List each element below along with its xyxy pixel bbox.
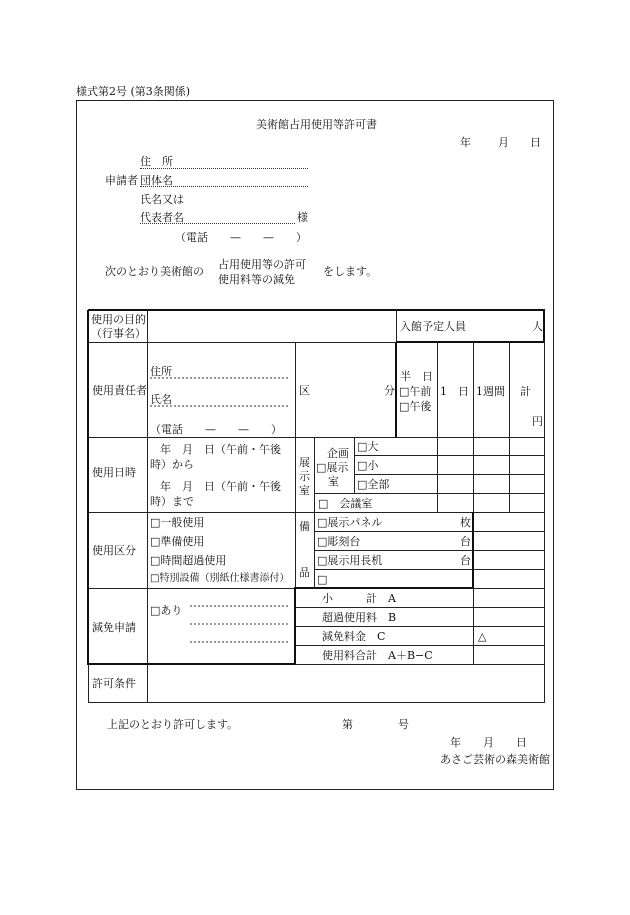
ku-label: 区	[299, 384, 310, 397]
bun-label: 分	[384, 384, 395, 397]
oneday-label: 1 日	[440, 385, 469, 398]
issue-date: 年 月 日	[450, 736, 527, 749]
issuer-name: あさご芸術の森美術館	[440, 753, 550, 766]
applicant-phone: （電話 — — ）	[175, 231, 307, 244]
pedestal-checkbox[interactable]: □彫刻台	[317, 535, 361, 548]
special-equipment-checkbox[interactable]: □特別設備（別紙仕様書添付）	[150, 573, 290, 584]
grand-total-label: 使用料合計 A＋B−C	[322, 649, 433, 662]
overtime-use-checkbox[interactable]: □時間超過使用	[150, 554, 227, 567]
org-label: 団体名	[140, 174, 173, 187]
purpose-label: 使用の目的 （行事名）	[91, 313, 146, 340]
number-go: 号	[398, 718, 409, 731]
total-label: 計	[520, 385, 531, 398]
exemption-label: 減免申請	[92, 621, 136, 634]
date-month: 月	[498, 136, 509, 149]
triangle-mark: △	[478, 630, 487, 643]
general-use-checkbox[interactable]: □一般使用	[150, 516, 205, 529]
panel-unit: 枚	[460, 516, 471, 529]
applicant-address-label: 住 所	[140, 155, 173, 168]
halfday-label: 半 日	[400, 370, 433, 383]
reduction-label: 減免料金 C	[322, 630, 386, 643]
pm-checkbox[interactable]: □午後	[399, 400, 432, 413]
large-room-checkbox[interactable]: □大	[357, 440, 379, 453]
rep-label: 代表者名	[140, 211, 184, 224]
prep-use-checkbox[interactable]: □準備使用	[150, 535, 205, 548]
person-unit: 人	[532, 320, 543, 333]
date-year: 年	[460, 136, 471, 149]
subtotal-label: 小 計 A	[322, 592, 396, 605]
tenji-checkbox[interactable]: □展示	[316, 461, 349, 474]
from-line2: 時）から	[150, 458, 194, 471]
intro-line2: 使用料等の減免	[218, 273, 295, 286]
resp-address: 住所	[150, 365, 172, 378]
datetime-label: 使用日時	[92, 466, 136, 479]
category-label: 使用区分	[92, 544, 136, 557]
form-number: 様式第2号 (第3条関係)	[76, 85, 191, 98]
all-rooms-checkbox[interactable]: □全部	[357, 478, 390, 491]
number-dai: 第	[342, 718, 353, 731]
conditions-label: 許可条件	[92, 677, 136, 690]
small-room-checkbox[interactable]: □小	[357, 459, 379, 472]
yen-label: 円	[532, 415, 543, 428]
responsible-label: 使用責任者	[92, 384, 147, 397]
intro-line1: 占用使用等の許可	[218, 258, 306, 271]
to-line2: 時）まで	[150, 495, 194, 508]
meeting-room-checkbox[interactable]: □ 会議室	[318, 497, 373, 510]
overtime-fee-label: 超過使用料 B	[322, 611, 397, 624]
name-or-label: 氏名又は	[140, 193, 184, 206]
document-title: 美術館占用使用等許可書	[256, 118, 377, 131]
am-checkbox[interactable]: □午前	[399, 385, 432, 398]
expected-visitors-label: 入館予定人員	[400, 320, 466, 333]
long-table-checkbox[interactable]: □展示用長机	[317, 554, 383, 567]
approve-text: 上記のとおり許可します。	[107, 718, 239, 731]
bihin-label-2: 品	[299, 566, 310, 579]
kikaku-label: 企画	[327, 447, 349, 460]
long-table-unit: 台	[460, 554, 471, 567]
to-line1: 年 月 日（午前・午後	[160, 480, 281, 493]
week-label: 1週間	[476, 385, 505, 398]
intro-after: をします。	[323, 265, 378, 278]
intro-before: 次のとおり美術館の	[105, 265, 204, 278]
panel-checkbox[interactable]: □展示パネル	[317, 516, 383, 529]
from-line1: 年 月 日（午前・午後	[160, 443, 281, 456]
pedestal-unit: 台	[460, 535, 471, 548]
resp-phone: （電話 — — ）	[150, 423, 282, 436]
exhibit-room-label: 展示室	[299, 456, 310, 497]
sama-label: 様	[297, 211, 308, 224]
exemption-yes-checkbox[interactable]: □あり	[150, 604, 183, 617]
bihin-label-1: 備	[299, 520, 310, 533]
shitsu-label: 室	[328, 475, 339, 488]
date-day: 日	[530, 136, 541, 149]
applicant-label: 申請者	[105, 174, 138, 187]
resp-name: 氏名	[150, 393, 172, 406]
other-equipment-checkbox[interactable]: □	[317, 573, 328, 586]
